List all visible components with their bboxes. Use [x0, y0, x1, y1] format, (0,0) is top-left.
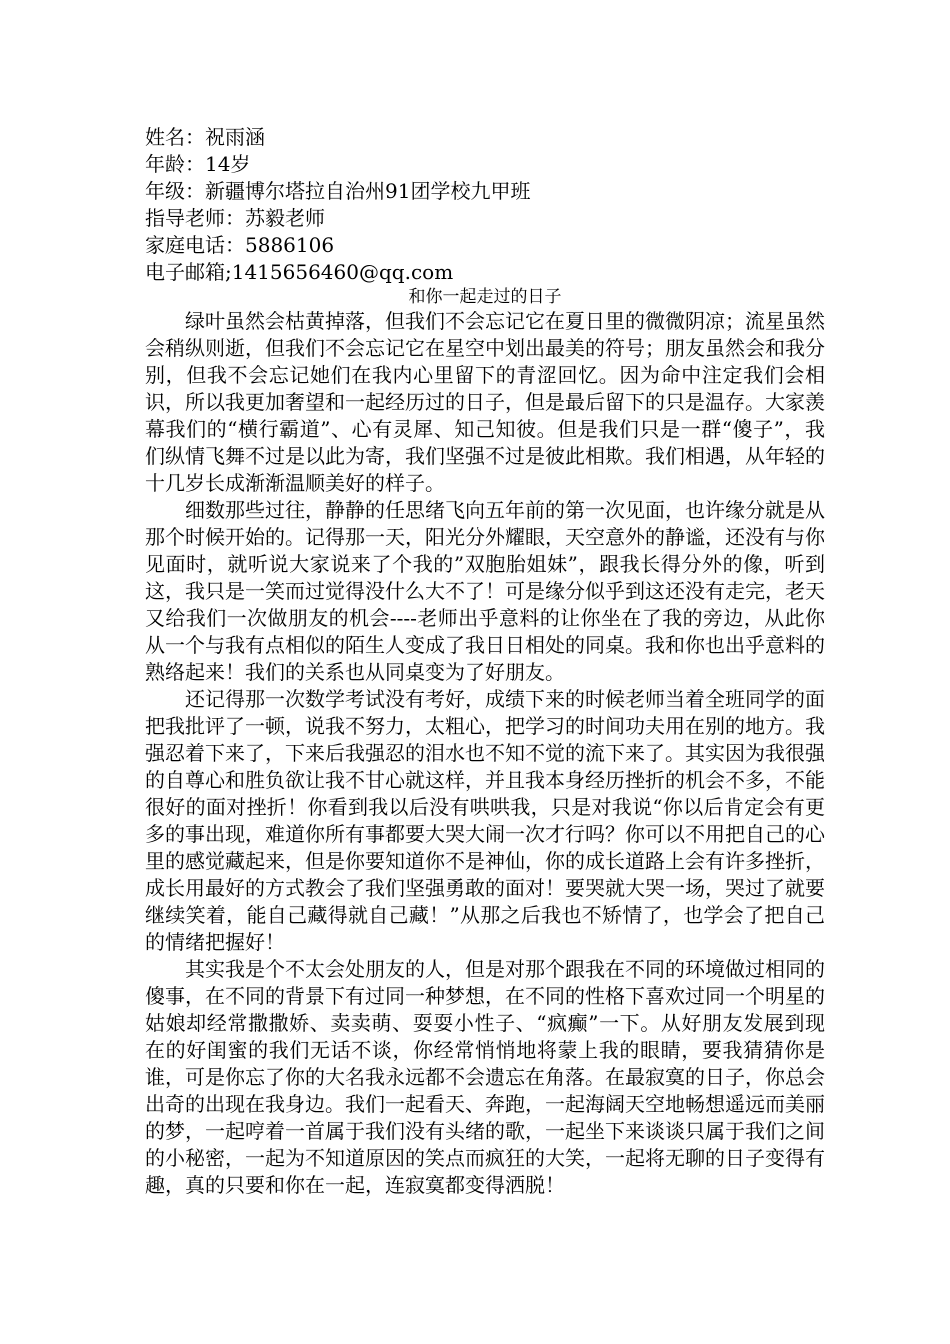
article-paragraph: 还记得那一次数学考试没有考好，成绩下来的时候老师当着全班同学的面把我批评了一顿，说我不努力，太粗心，把学习的时间功夫用在别的地方。我强忍着下来了，下来后我强忍的泪水也不知不觉的流下来了。其实因为我很强的自尊心和胜负欲让我不甘心就这样，并且我本身经历挫折的机会不多，不能很好的面对挫折！你看到我以后没有哄哄我，只是对我说“你以后肯定会有更多的事出现，难道你所有事都要大哭大闹一次才行吗？你可以不用把自己的心里的感觉藏起来，但是你要知道你不是神仙，你的成长道路上会有许多挫折，成长用最好的方式教会了我们坚强勇敢的面对！要哭就大哭一场，哭过了就要继续笑着，能自己藏得就自己藏！”从那之后我也不矫情了，也学会了把自己的情绪把握好！	[145, 687, 825, 954]
name-line: 姓名：祝雨涵	[145, 125, 265, 149]
article-paragraph: 绿叶虽然会枯黄掉落，但我们不会忘记它在夏日里的微微阴凉；流星虽然会稍纵则逝，但我们不会忘记它在星空中划出最美的符号；朋友虽然会和我分别，但我不会忘记她们在我内心里留下的青涩回忆。因为命中注定我们会相识，所以我更加奢望和一起经历过的日子，但是最后留下的只是温存。大家羡幕我们的“横行霸道”、心有灵犀、知己知彼。但是我们只是一群“傻子”，我们纵情飞舞不过是以此为寄，我们坚强不过是彼此相欺。我们相遇，从年轻的十几岁长成渐渐温顺美好的样子。	[145, 309, 825, 495]
grade-line: 年级：新疆博尔塔拉自治州91团学校九甲班	[145, 179, 531, 203]
article-paragraph: 细数那些过往，静静的任思绪飞向五年前的第一次见面，也许缘分就是从那个时候开始的。记得那一天，阳光分外耀眼，天空意外的静谧，还没有与你见面时，就听说大家说来了个我的”双胞胎姐妹”，跟我长得分外的像，听到这，我只是一笑而过觉得没什么大不了！可是缘分似乎到这还没有走完，老天又给我们一次做朋友的机会----老师出乎意料的让你坐在了我的旁边，从此你从一个与我有点相似的陌生人变成了我日日相处的同桌。我和你也出乎意料的熟络起来！我们的关系也从同桌变为了好朋友。	[145, 498, 825, 684]
document-page	[145, 124, 825, 1199]
article-title: 和你一起走过的日子	[408, 287, 562, 307]
article-paragraph: 其实我是个不太会处朋友的人，但是对那个跟我在不同的环境做过相同的傻事，在不同的背景下有过同一种梦想，在不同的性格下喜欢过同一个明星的姑娘却经常撒撒娇、卖卖萌、耍耍小性子、“疯癫”一下。从好朋友发展到现在的好闺蜜的我们无话不谈，你经常悄悄地将蒙上我的眼睛，要我猜猜你是谁，可是你忘了你的大名我永远都不会遗忘在角落。在最寂寞的日子，你总会出奇的出现在我身边。我们一起看天、奔跑，一起海阔天空地畅想遥远而美丽的梦，一起哼着一首属于我们没有头绪的歌，一起坐下来谈谈只属于我们之间的小秘密，一起为不知道原因的笑点而疯狂的大笑，一起将无聊的日子变得有趣，真的只要和你在一起，连寂寞都变得洒脱！	[145, 957, 825, 1197]
age-line: 年龄：14岁	[145, 152, 251, 176]
teacher-line: 指导老师：苏毅老师	[145, 206, 325, 230]
phone-line: 家庭电话：5886106	[145, 233, 335, 257]
email-line: 电子邮箱;1415656460@qq.com	[145, 260, 454, 284]
